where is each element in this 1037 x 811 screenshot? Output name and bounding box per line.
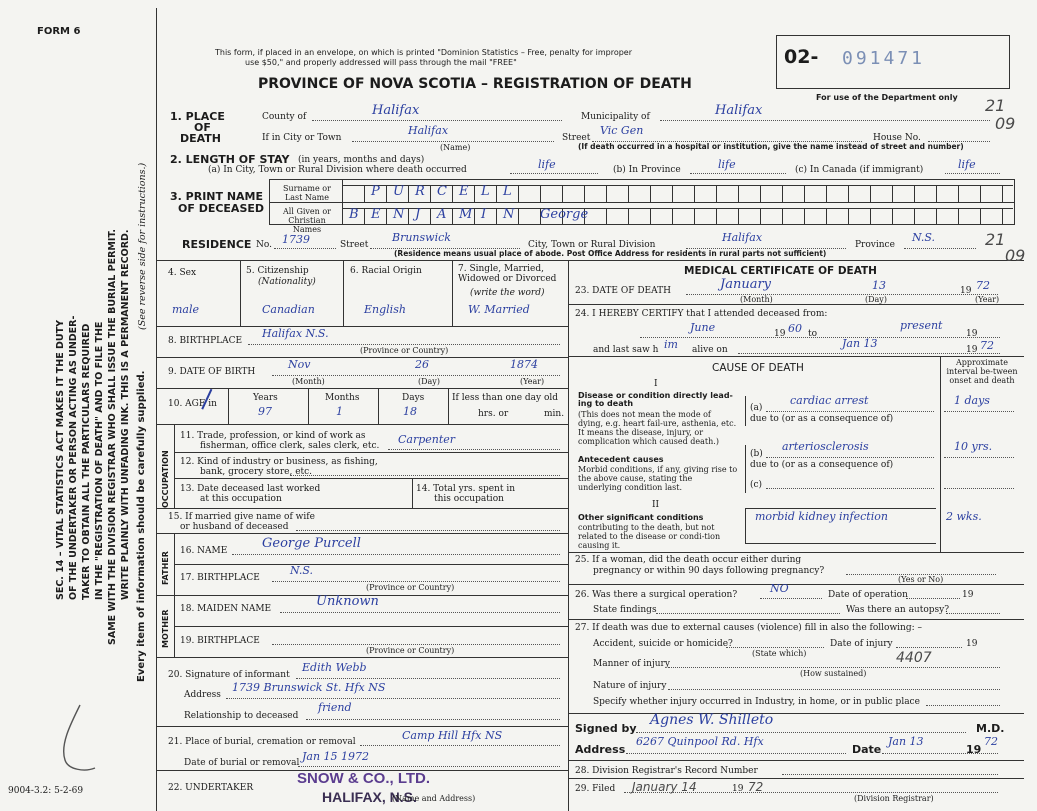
margin-code-b1: 21 — [985, 230, 1006, 249]
occ-q13b: at this occupation — [200, 494, 282, 504]
q27-accident: Accident, suicide or homicide? — [593, 639, 733, 649]
informant-address: 1739 Brunswick St. Hfx NS — [232, 681, 386, 694]
spouse-q15b: or husband of deceased — [180, 522, 289, 532]
occ-q13: 13. Date deceased last worked — [180, 484, 321, 494]
citizenship-sub: (Nationality) — [258, 277, 316, 287]
sex-label: 4. Sex — [168, 268, 197, 278]
antecedent-note: Morbid conditions, if any, giving rise to the above cause, stating the underlying condition last. — [578, 465, 738, 492]
age-days: 18 — [403, 405, 417, 418]
q29-date: January 14 — [632, 780, 697, 794]
death-month: January — [720, 277, 772, 292]
attended-to: present — [900, 319, 943, 332]
q29-year: 72 — [748, 780, 764, 794]
marital-value: W. Married — [468, 303, 530, 316]
signed-year-prefix: 19 — [966, 743, 982, 756]
informant-rel-label: Relationship to deceased — [184, 711, 299, 721]
occ-q14: 14. Total yrs. spent in — [416, 484, 515, 494]
dob-month: Nov — [288, 358, 311, 371]
birthplace-sub: (Province or Country) — [360, 346, 449, 355]
surname-letter-1: P — [371, 184, 380, 199]
other-condition: morbid kidney infection — [755, 510, 888, 523]
cause-title: CAUSE OF DEATH — [712, 362, 804, 374]
dob-year: 1874 — [510, 358, 538, 371]
street-label: Street — [562, 133, 591, 143]
age-months-label: Months — [325, 393, 360, 403]
attended-to-year: 19 — [966, 329, 978, 339]
occ-q11: 11. Trade, profession, or kind of work as — [180, 431, 366, 441]
house-label: House No. — [873, 133, 921, 143]
stay-c-value: life — [958, 158, 976, 171]
racial-origin-value: English — [364, 303, 406, 316]
father-bp-sub: (Province or Country) — [366, 583, 455, 592]
mother-bp-sub: (Province or Country) — [366, 646, 455, 655]
given-letter-6: M — [459, 207, 473, 222]
cause-a: cardiac arrest — [790, 394, 869, 407]
registration-number: 091471 — [842, 48, 926, 69]
undertaker-stamp-1: SNOW & CO., LTD. — [297, 770, 431, 787]
signed-by: Agnes W. Shilleto — [650, 712, 774, 728]
residence-city-label: City, Town or Rural Division — [528, 240, 656, 250]
disease-label: Disease or condition directly lead-ing to death — [578, 391, 733, 408]
medical-q24: 24. I HEREBY CERTIFY that I attended deceased from: — [575, 309, 828, 319]
occ-a11: Carpenter — [398, 433, 456, 446]
burial-place: Camp Hill Hfx NS — [402, 729, 503, 742]
side-notice-1: SEC. 14 – VITAL STATISTICS ACT MAKES IT THE DUTY — [55, 320, 66, 600]
surname-label: Surname or Last Name — [283, 184, 331, 202]
due-to-1: due to (or as a consequence of) — [750, 414, 894, 424]
place-label-3: DEATH — [180, 132, 222, 145]
q26-label: 26. Was there a surgical operation? — [575, 590, 738, 600]
md-label: M.D. — [976, 722, 1005, 735]
q26-year: 19 — [962, 590, 974, 600]
father-tag: FATHER — [161, 551, 170, 585]
attended-from: June — [690, 321, 716, 334]
residence-street: Brunswick — [392, 231, 451, 244]
signed-address-label: Address — [575, 743, 626, 756]
frame-left — [156, 8, 157, 811]
mother-maiden-label: 18. MAIDEN NAME — [180, 604, 272, 614]
dob-label: 9. DATE OF BIRTH — [168, 367, 256, 377]
due-to-2: due to (or as a consequence of) — [750, 460, 894, 470]
side-notice-4: IN THE "REGISTRATION OF DEATH" AND TO FILE THE — [94, 321, 105, 600]
interval-header: Approximate interval be-tween onset and death — [946, 358, 1018, 385]
age-check-mark — [201, 389, 228, 417]
burial-place-label: 21. Place of burial, cremation or removal — [168, 737, 356, 747]
city-name-note: (Name) — [440, 143, 471, 152]
side-bold-note: Every item of information should be carefully supplied. — [136, 370, 147, 682]
residence-province-label: Province — [855, 240, 895, 250]
dob-day: 26 — [415, 358, 429, 371]
given-letter-5: A — [437, 207, 447, 222]
attended-from-year-prefix: 19 — [774, 329, 786, 339]
q27-nature: Nature of injury — [593, 681, 667, 691]
margin-code-a1: 21 — [985, 96, 1006, 115]
cause-c-label: (c) — [750, 480, 763, 490]
q29-label: 29. Filed — [575, 784, 616, 794]
given-letter-3: N — [393, 207, 405, 222]
death-year-sub: (Year) — [975, 295, 1000, 304]
county-label: County of — [262, 112, 307, 122]
q27-state-which: (State which) — [752, 649, 807, 658]
birthplace-value: Halifax N.S. — [262, 327, 329, 340]
other-note: contributing to the death, but not related to the disease or condi-tion causing it. — [578, 523, 721, 550]
q27-pencil-code: 4407 — [896, 650, 932, 666]
side-notice-5: SAME WITH THE DIVISION REGISTRAR WHO SHALL ISSUE THE BURIAL PERMIT. — [107, 228, 118, 645]
residence-no: 1739 — [282, 233, 310, 246]
spouse-q15: 15. If married give name of wife — [168, 512, 315, 522]
father-name-label: 16. NAME — [180, 546, 228, 556]
q26-autopsy-label: Was there an autopsy? — [846, 605, 950, 615]
occ-q12: 12. Kind of industry or business, as fishing, — [180, 457, 378, 467]
name-label-1: 3. PRINT NAME — [170, 190, 264, 203]
last-saw-him: im — [664, 338, 678, 351]
given-letter-7: I — [481, 207, 487, 222]
surname-letter-7: L — [503, 184, 512, 199]
medical-title: MEDICAL CERTIFICATE OF DEATH — [684, 265, 877, 277]
attended-from-year: 60 — [788, 322, 802, 335]
father-bp-label: 17. BIRTHPLACE — [180, 573, 260, 583]
occ-q14b: this occupation — [434, 494, 504, 504]
undertaker-stamp-2: HALIFAX, N.S. — [322, 789, 417, 805]
death-day: 13 — [872, 279, 886, 292]
margin-scribble — [40, 700, 120, 780]
death-month-sub: (Month) — [740, 295, 773, 304]
stay-c-label: (c) In Canada (if immigrant) — [795, 165, 924, 175]
cause-b: arteriosclerosis — [782, 440, 869, 453]
cause-b-interval: 10 yrs. — [954, 440, 993, 453]
form-vline — [568, 260, 569, 811]
stay-b-value: life — [718, 158, 736, 171]
stay-label: 2. LENGTH OF STAY — [170, 153, 290, 166]
surname-letter-3: R — [415, 184, 425, 199]
residence-street-label: Street — [340, 240, 369, 250]
age-label: 10. AGE in — [168, 399, 217, 409]
given-letter-8: N — [503, 207, 515, 222]
registration-prefix: 02- — [784, 46, 819, 68]
q29-year-prefix: 19 — [732, 784, 744, 794]
surname-letter-6: L — [481, 184, 490, 199]
alive-year-prefix: 19 — [966, 345, 978, 355]
other-label: Other significant conditions — [578, 513, 704, 522]
q25-line1: 25. If a woman, did the death occur either during — [575, 555, 802, 565]
alive-on: Jan 13 — [842, 337, 878, 350]
disease-note: (This does not mean the mode of dying, e.g. heart fail-ure, asthenia, etc. It means the disease, injury, or complication which caused death.) — [578, 410, 737, 446]
citizenship-value: Canadian — [262, 303, 315, 316]
hospital-note: (If death occurred in a hospital or institution, give the name instead of street and number) — [578, 142, 964, 151]
residence-city: Halifax — [722, 231, 763, 244]
side-notice-2: OF THE UNDERTAKER OR PERSON ACTING AS UNDER- — [68, 315, 79, 600]
mother-bp-label: 19. BIRTHPLACE — [180, 636, 260, 646]
cause-a-label: (a) — [750, 403, 763, 413]
marital-sub: (write the word) — [470, 288, 545, 298]
signed-date-label: Date — [852, 743, 882, 756]
residence-label: RESIDENCE — [182, 238, 252, 251]
undertaker-sub: (Name and Address) — [392, 794, 476, 803]
given-letter-1: B — [349, 207, 359, 222]
side-notice-3: TAKER TO OBTAIN ALL THE PARTICULARS REQUIRED — [81, 323, 92, 600]
last-saw-label: and last saw h — [593, 345, 659, 355]
side-instructions: (See reverse side for instructions.) — [137, 162, 148, 330]
q29-registrar-sub: (Division Registrar) — [854, 794, 934, 803]
age-years: 97 — [258, 405, 272, 418]
alive-label: alive on — [692, 345, 728, 355]
cause-b-label: (b) — [750, 449, 763, 459]
q27-how-sustained: (How sustained) — [800, 669, 867, 678]
dob-year-sub: (Year) — [520, 377, 545, 386]
age-years-label: Years — [253, 393, 278, 403]
death-year: 72 — [976, 279, 990, 292]
dob-day-sub: (Day) — [418, 377, 440, 386]
q25-line2: pregnancy or within 90 days following pregnancy? — [593, 566, 825, 576]
attended-to-label: to — [808, 329, 818, 339]
informant-sig-label: 20. Signature of informant — [168, 670, 290, 680]
q27-specify: Specify whether injury occurred in Industry, in home, or in public place — [593, 697, 920, 707]
roman-one: I — [654, 379, 658, 389]
given-letter-2: E — [371, 207, 381, 222]
footer-code: 9004-3.2: 5-2-69 — [8, 786, 84, 796]
racial-origin-label: 6. Racial Origin — [350, 266, 422, 276]
cause-a-interval: 1 days — [954, 394, 990, 407]
mother-tag: MOTHER — [161, 609, 170, 648]
undertaker-label: 22. UNDERTAKER — [168, 783, 254, 793]
citizenship-label: 5. Citizenship — [246, 266, 309, 276]
surname-letter-5: E — [459, 184, 469, 199]
county-value: Halifax — [372, 103, 420, 118]
roman-two: II — [652, 500, 660, 510]
age-days-label: Days — [402, 393, 425, 403]
q27-injury-date: Date of injury — [830, 639, 893, 649]
department-use-note: For use of the Department only — [816, 93, 958, 102]
marital-label: 7. Single, Married, Widowed or Divorced — [458, 264, 557, 284]
residence-note: (Residence means usual place of abode. Post Office Address for residents in rural parts not sufficient) — [394, 249, 827, 258]
q28-label: 28. Division Registrar's Record Number — [575, 766, 758, 776]
form-number: FORM 6 — [37, 26, 81, 37]
age-months: 1 — [336, 405, 343, 418]
q27-year: 19 — [966, 639, 978, 649]
municipality-label: Municipality of — [581, 112, 650, 122]
form-hline — [156, 260, 1024, 261]
other-interval: 2 wks. — [946, 510, 982, 523]
q26-op-label: Date of operation — [828, 590, 908, 600]
antecedent-label: Antecedent causes — [578, 455, 664, 464]
dob-month-sub: (Month) — [292, 377, 325, 386]
place-label-2: OF — [194, 121, 211, 134]
postal-note-1: This form, if placed in an envelope, on which is printed "Dominion Statistics – Free, penalty for improper — [215, 48, 632, 57]
age-min-label: min. — [544, 409, 565, 419]
stay-sub: (in years, months and days) — [298, 155, 425, 165]
burial-date: Jan 15 1972 — [302, 750, 370, 763]
form-title: PROVINCE OF NOVA SCOTIA – REGISTRATION OF DEATH — [258, 76, 692, 92]
surname-letter-2: U — [393, 184, 404, 199]
medical-q23: 23. DATE OF DEATH — [575, 286, 671, 296]
place-label-1: 1. PLACE — [170, 110, 225, 123]
q26-answer: NO — [770, 582, 789, 595]
death-year-prefix: 19 — [960, 286, 972, 296]
name-label-2: OF DECEASED — [178, 202, 265, 215]
sex-value: male — [172, 303, 200, 316]
residence-no-label: No. — [256, 240, 272, 250]
city-label: If in City or Town — [262, 133, 342, 143]
city-value: Halifax — [408, 124, 449, 137]
given-label: All Given or Christian Names — [283, 207, 331, 234]
residence-province: N.S. — [912, 231, 936, 244]
mother-maiden: Unknown — [316, 594, 379, 609]
given-letter-4: J — [415, 207, 421, 222]
surname-letter-4: C — [437, 184, 447, 199]
signed-by-label: Signed by — [575, 722, 637, 735]
postal-note-2: use $50," and properly addressed will pass through the mail "FREE" — [245, 58, 517, 67]
age-less-label: If less than one day old — [452, 393, 559, 403]
father-bp: N.S. — [290, 564, 314, 577]
signed-date: Jan 13 — [888, 735, 924, 748]
given-second-name: George — [540, 207, 589, 222]
side-notice-6: WRITE PLAINLY WITH UNFADING INK. THIS IS A PERMANENT RECORD. — [120, 229, 131, 600]
informant-signature: Edith Webb — [302, 661, 367, 674]
signed-year: 72 — [984, 735, 998, 748]
municipality-value: Halifax — [715, 103, 763, 118]
death-day-sub: (Day) — [865, 295, 887, 304]
occupation-tag: OCCUPATION — [161, 450, 170, 508]
signed-address: 6267 Quinpool Rd. Hfx — [636, 735, 764, 748]
street-value: Vic Gen — [600, 124, 644, 137]
occ-q12b: bank, grocery store, etc. — [200, 467, 313, 477]
margin-code-a2: 09 — [995, 114, 1016, 133]
q25-yes-no: (Yes or No) — [898, 575, 944, 584]
stay-a-value: life — [538, 158, 556, 171]
q27-label: 27. If death was due to external causes (violence) fill in also the following: – — [575, 623, 923, 633]
occ-q11b: fisherman, office clerk, sales clerk, etc. — [200, 441, 380, 451]
stay-b-label: (b) In Province — [613, 165, 681, 175]
informant-relationship: friend — [318, 701, 352, 714]
birthplace-label: 8. BIRTHPLACE — [168, 336, 243, 346]
margin-code-b2: 09 — [1005, 246, 1026, 265]
age-hrs-label: hrs. or — [478, 409, 509, 419]
father-name: George Purcell — [262, 536, 361, 551]
alive-year: 72 — [980, 339, 994, 352]
informant-addr-label: Address — [184, 690, 221, 700]
q26-findings-label: State findings — [593, 605, 657, 615]
burial-date-label: Date of burial or removal — [184, 758, 300, 768]
stay-a-label: (a) In City, Town or Rural Division where death occurred — [208, 165, 467, 175]
q27-manner: Manner of injury — [593, 659, 670, 669]
